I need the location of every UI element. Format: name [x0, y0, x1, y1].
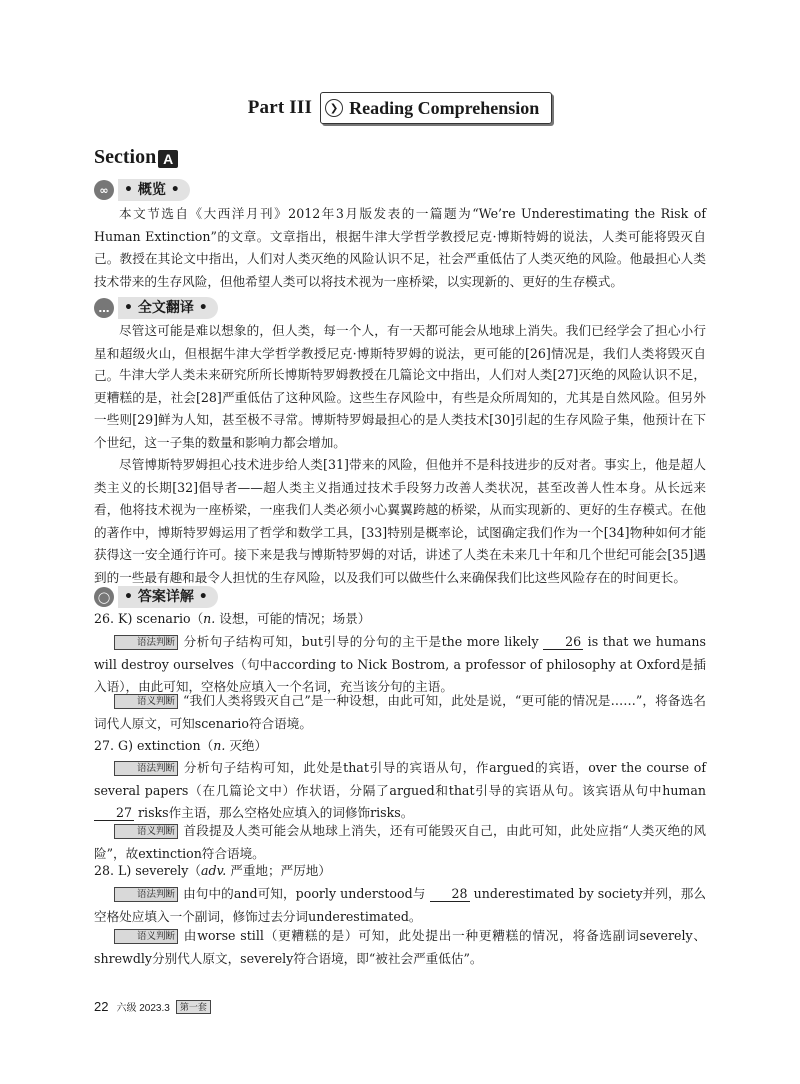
note-tag: 语法判断	[114, 761, 178, 776]
answers-title: • 答案详解 •	[118, 586, 218, 608]
part-title-box	[320, 92, 552, 124]
translation-paragraph-3: 尽管博斯特罗姆担心技术进步给人类[31]带来的风险，但他并不是科技进步的反对者。事实上，他是超人类主义的长期[32]倡导者——超人类主义指通过技术手段努力改善人类状况，甚至改善人性本身。从长远来看，他将技术视为一座桥梁，一座我们人类必须小心翼翼跨越的桥梁，从而实现新的、更好的生存模式。在他的著作中，博斯特罗姆运用了哲学和数学工具，[33]特别是概率论，试图确定我们作为一个[34]物种如何才能获得这一安全通行许可。接下来是我与博斯特罗姆的对话，讲述了人类在未来几十年和几个世纪可能会[35]遇到的一些最有趣和最令人担忧的生存风险，以及我们可以做些什么来确保我们比这些风险存在的时间更长。	[94, 457, 706, 585]
part-title: Reading Comprehension	[349, 97, 540, 118]
section-word: Section	[94, 146, 157, 168]
answer-item-28-title: 28. L) severely（adv. 严重地；严厉地）	[94, 863, 331, 878]
section-header	[94, 146, 178, 169]
volume-badge: 第一套	[176, 1000, 211, 1014]
answer-blank: 27	[94, 805, 134, 821]
answer-item-26-title: 26. K) scenario（n. 设想，可能的情况；场景）	[94, 611, 371, 626]
note-tag: 语义判断	[114, 929, 178, 944]
answer-blank: 26	[543, 634, 583, 650]
answer-item-26-note-1: 语法判断 分析句子结构可知，but引导的分句的主干是the more likely 26 is that we humans will destroy ourselves（句中according to Nick Bostrom, a professor of philosophy at Oxford是插入语），由此可知，空格处应填入一个名词，充当该分句的主语。	[94, 634, 706, 695]
answer-item-27-note-1: 语法判断 分析句子结构可知，此处是that引导的宾语从句，作argued的宾语，over the course of several papers（在几篇论文中）作状语，分隔了argued和that引导的宾语从句。该宾语从句中human 27 risks作主语，那么空格处应填入的词修饰risks。	[94, 760, 706, 821]
infinity-icon: ∞	[94, 180, 114, 200]
section-letter-badge: A	[158, 150, 178, 168]
magazine-issue: 六级 2023.3	[116, 1003, 170, 1014]
chevron-right-icon: ❯	[325, 99, 343, 117]
answer-item-27-title: 27. G) extinction（n. 灭绝）	[94, 738, 268, 753]
overview-text: 本文节选自《大西洋月刊》2012年3月版发表的一篇题为“We’re Underestimating the Risk of Human Extinction”的文章。文章指出，根据牛津大学哲学教授尼克·博斯特姆的说法，人类可能将毁灭自己。教授在其论文中指出，人们对人类灭绝的风险认识不足，社会严重低估了人类灭绝的风险。他最担心人类技术带来的生存风险，但他希望人类可以将技术视为一座桥梁，以实现新的、更好的生存模式。	[94, 206, 706, 289]
translation-title: • 全文翻译 •	[118, 297, 218, 319]
note-tag: 语义判断	[114, 694, 178, 709]
part-label: Part III	[247, 97, 313, 118]
page-number: 22	[94, 999, 109, 1014]
lightbulb-icon: ◯	[94, 587, 114, 607]
answers-banner	[94, 586, 218, 608]
note-tag: 语义判断	[114, 824, 178, 839]
answer-blank: 28	[430, 886, 470, 902]
speech-bubble-icon: …	[94, 298, 114, 318]
page-footer	[94, 999, 211, 1014]
answer-item-28-note-2: 语义判断 由worse still（更糟糕的是）可知，此处提出一种更糟糕的情况，将备选副词severely、shrewdly分别代人原文，severely符合语境，即“被社会严重低估”。	[94, 928, 706, 966]
overview-banner	[94, 179, 190, 201]
overview-title: • 概览 •	[118, 179, 190, 201]
answer-item-27-note-2: 语义判断 首段提及人类可能会从地球上消失，还有可能毁灭自己，由此可知，此处应指“人类灭绝的风险”，故extinction符合语境。	[94, 823, 706, 861]
answer-item-26-note-2: 语义判断 “我们人类将毁灭自己”是一种设想，由此可知，此处是说，“更可能的情况是……”，将备选名词代人原文，可知scenario符合语境。	[94, 693, 706, 731]
part-header	[0, 92, 800, 124]
translation-paragraph-1: 尽管这可能是难以想象的，但人类，每一个人，有一天都可能会从地球上消失。我们已经学会了担心小行星和超级火山，但根据牛津大学哲学教授尼克·博斯特罗姆的说法，更可能的[26]情况是，我们人类将毁灭自己。	[94, 323, 706, 384]
translation-paragraph-2: 牛津大学人类未来研究所所长博斯特罗姆教授在几篇论文中指出，人们对人类[27]灭绝的风险认识不足，更糟糕的是，社会[28]严重低估了这种风险。这些生存风险中，有些是众所周知的，尤其是自然风险。但另外一些则[29]鲜为人知，甚至极不寻常。博斯特罗姆最担心的是人类技术[30]引起的生存风险子集，他预计在下个世纪，这一子集的数量和影响力都会增加。	[94, 367, 706, 450]
translation-banner	[94, 297, 218, 319]
answer-item-28-note-1: 语法判断 由句中的and可知，poorly understood与 28 underestimated by society并列，那么空格处应填入一个副词，修饰过去分词underestimated。	[94, 886, 706, 924]
note-tag: 语法判断	[114, 887, 178, 902]
note-tag: 语法判断	[114, 635, 178, 650]
